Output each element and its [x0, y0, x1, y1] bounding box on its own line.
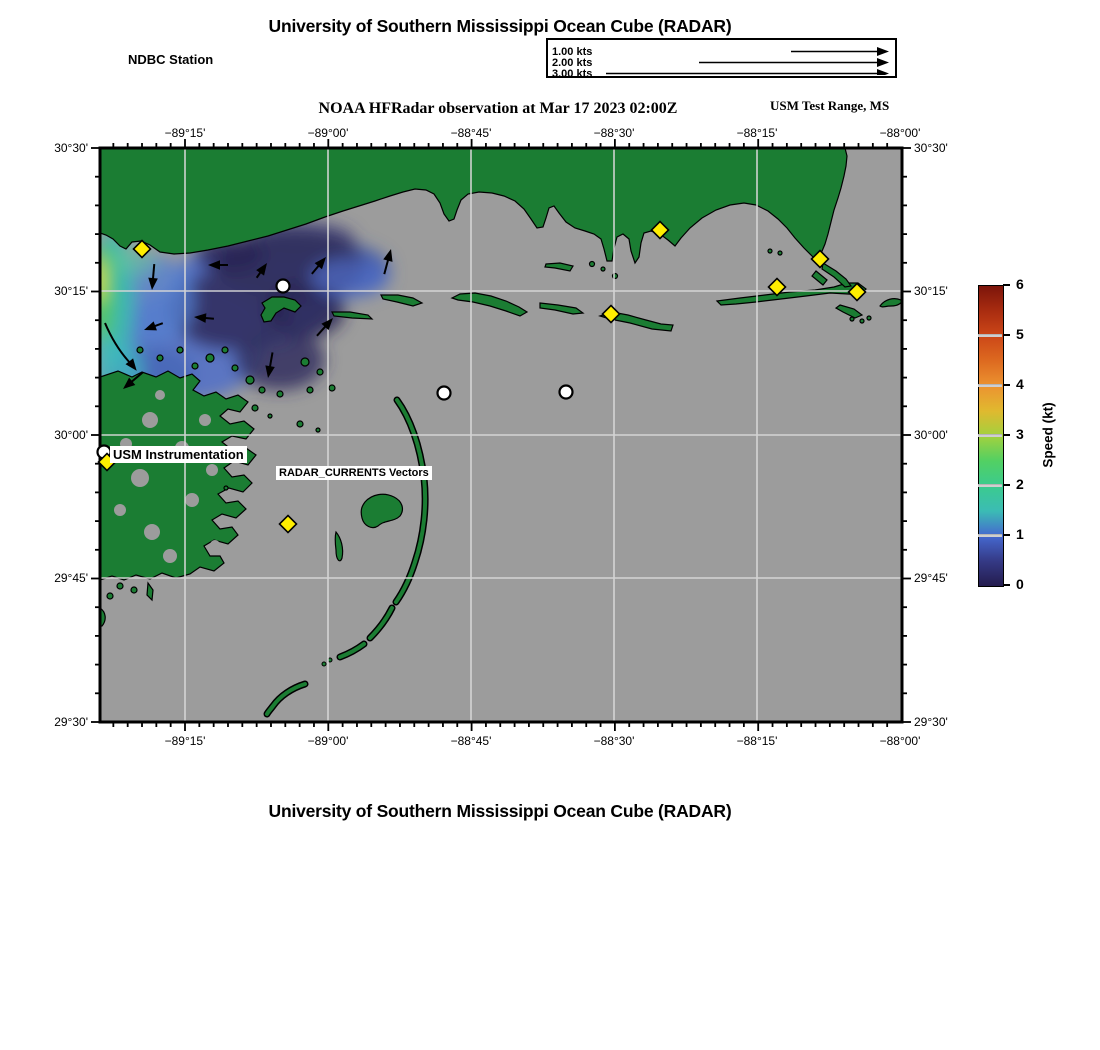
lon-tick-label: −88°30' — [593, 734, 635, 748]
lat-tick-label: 29°30' — [914, 715, 948, 729]
legend-2kt-label: 2.00 kts — [552, 57, 593, 69]
colorbar-level-line — [978, 384, 1002, 387]
colorbar-tick — [1003, 334, 1010, 336]
colorbar-tick — [1003, 534, 1010, 536]
lat-tick-label: 29°45' — [54, 571, 88, 585]
lat-tick-label: 29°30' — [54, 715, 88, 729]
lat-tick-label: 30°15' — [914, 284, 948, 298]
radar-currents-label: RADAR_CURRENTS Vectors — [276, 466, 432, 480]
colorbar-title: Speed (kt) — [1040, 402, 1056, 468]
lon-tick-label: −89°15' — [164, 126, 206, 140]
lat-tick-label: 30°00' — [914, 428, 948, 442]
current-arrow-tail — [153, 264, 154, 280]
colorbar-tick — [1003, 434, 1010, 436]
colorbar-level-line — [978, 484, 1002, 487]
lon-tick-label: −88°30' — [593, 126, 635, 140]
colorbar-tick-label: 3 — [1016, 426, 1024, 442]
colorbar-level-line — [978, 434, 1002, 437]
lon-tick-label: −89°00' — [307, 734, 349, 748]
legend-3kt-label: 3.00 kts — [552, 68, 593, 80]
lon-tick-label: −89°15' — [164, 734, 206, 748]
page-title: University of Southern Mississippi Ocean Cube (RADAR) — [268, 16, 732, 36]
lat-tick-label: 30°30' — [54, 141, 88, 155]
lon-tick-label: −88°45' — [450, 734, 492, 748]
colorbar-tick — [1003, 584, 1010, 586]
lon-tick-label: −88°00' — [879, 126, 921, 140]
lon-tick-label: −88°15' — [736, 126, 778, 140]
colorbar-tick-label: 1 — [1016, 526, 1024, 542]
colorbar-tick-label: 6 — [1016, 276, 1024, 292]
ndbc-station-label: NDBC Station — [128, 52, 214, 67]
lon-tick-label: −88°45' — [450, 126, 492, 140]
ndbc-station-marker — [560, 386, 573, 399]
colorbar-tick — [1003, 284, 1010, 286]
legend-1kt-label: 1.00 kts — [552, 46, 593, 58]
lon-tick-label: −88°00' — [879, 734, 921, 748]
lat-tick-label: 30°30' — [914, 141, 948, 155]
lon-tick-label: −89°00' — [307, 126, 349, 140]
map-subtitle: NOAA HFRadar observation at Mar 17 2023 02:00Z — [318, 100, 678, 117]
colorbar-tick-label: 4 — [1016, 376, 1024, 392]
test-range-label: USM Test Range, MS — [770, 98, 890, 113]
usm-instrumentation-label: USM Instrumentation — [110, 446, 247, 463]
ndbc-station-marker — [438, 387, 451, 400]
colorbar-tick-label: 5 — [1016, 326, 1024, 342]
colorbar-tick-label: 2 — [1016, 476, 1024, 492]
ndbc-station-marker — [277, 280, 290, 293]
colorbar-level-line — [978, 534, 1002, 537]
lat-tick-label: 29°45' — [914, 571, 948, 585]
colorbar-tick — [1003, 384, 1010, 386]
lat-tick-label: 30°00' — [54, 428, 88, 442]
colorbar-level-line — [978, 334, 1002, 337]
footer-title: University of Southern Mississippi Ocean Cube (RADAR) — [268, 801, 732, 821]
lat-tick-label: 30°15' — [54, 284, 88, 298]
colorbar-tick-label: 0 — [1016, 576, 1024, 592]
colorbar-tick — [1003, 484, 1010, 486]
lon-tick-label: −88°15' — [736, 734, 778, 748]
